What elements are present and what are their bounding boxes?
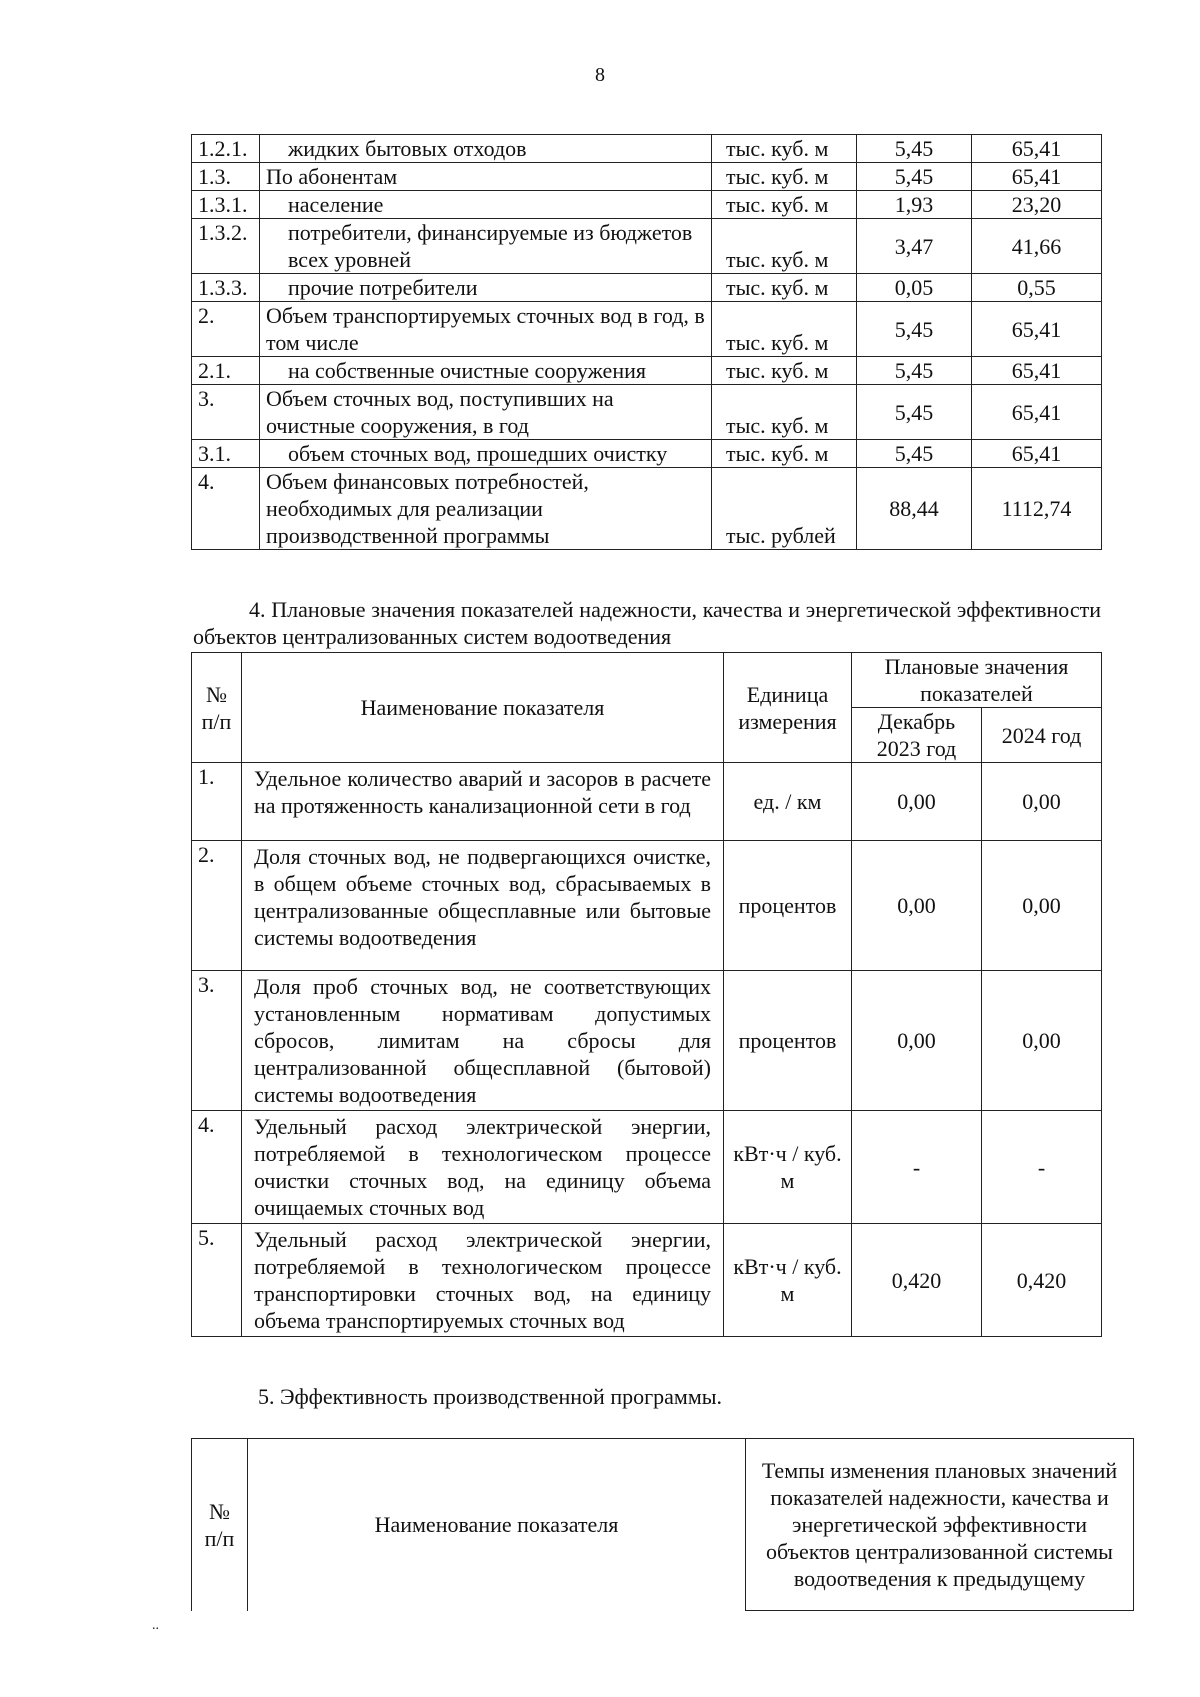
row-value-2: 65,41 — [972, 357, 1102, 385]
volume-table — [191, 134, 1102, 550]
row-unit: тыс. куб. м — [712, 191, 857, 219]
row-num: 1.3.2. — [192, 219, 260, 274]
row-value-1: 1,93 — [857, 191, 972, 219]
row-name: Удельный расход электрической энергии, потребляемой в технологическом процессе транспортировки сточных вод, на единицу объема транспортируемых сточных вод — [242, 1224, 724, 1337]
row-value-1: 5,45 — [857, 385, 972, 440]
row-name: Объем финансовых потребностей, необходимых для реализации производственной программы — [260, 468, 712, 550]
table-row — [192, 191, 1102, 219]
row-name: По абонентам — [260, 163, 712, 191]
row-num: 2. — [192, 841, 242, 971]
header-dec2023: Декабрь 2023 год — [852, 708, 982, 763]
section-5-title: 5. Эффективность производственной программы. — [258, 1384, 723, 1409]
header-name: Наименование показателя — [242, 653, 724, 763]
row-num: 3. — [192, 971, 242, 1111]
row-name: Доля проб сточных вод, не соответствующих установленным нормативам допустимых сбросов, лимитам на сбросы для централизованной общесплавной (бытовой) системы водоотведения — [242, 971, 724, 1111]
row-value-2: 23,20 — [972, 191, 1102, 219]
row-value-dec2023: 0,00 — [852, 971, 982, 1111]
row-value-2: 1112,74 — [972, 468, 1102, 550]
row-value-dec2023: 0,00 — [852, 841, 982, 971]
row-num: 1.3.1. — [192, 191, 260, 219]
row-num: 2. — [192, 302, 260, 357]
row-name: прочие потребители — [260, 274, 712, 302]
row-unit: тыс. куб. м — [712, 302, 857, 357]
row-value-2: 65,41 — [972, 385, 1102, 440]
row-unit: процентов — [724, 841, 852, 971]
row-num: 4. — [192, 468, 260, 550]
row-name: Объем транспортируемых сточных вод в год, в том числе — [260, 302, 712, 357]
table-row — [192, 135, 1102, 163]
row-num: 3. — [192, 385, 260, 440]
header-num: № п/п — [192, 653, 242, 763]
row-num: 1.3. — [192, 163, 260, 191]
table-row — [192, 274, 1102, 302]
row-num: 1.2.1. — [192, 135, 260, 163]
row-name: население — [260, 191, 712, 219]
row-value-1: 5,45 — [857, 163, 972, 191]
row-unit: тыс. куб. м — [712, 385, 857, 440]
table-row — [192, 468, 1102, 550]
scan-mark: .. — [152, 1618, 159, 1633]
row-value-1: 5,45 — [857, 302, 972, 357]
header-2024: 2024 год — [982, 708, 1102, 763]
row-unit: кВт·ч / куб. м — [724, 1111, 852, 1224]
row-value-2: 65,41 — [972, 163, 1102, 191]
row-value-2024: 0,00 — [982, 841, 1102, 971]
header-rates: Темпы изменения плановых значений показателей надежности, качества и энергетической эффективности объектов централизованной системы водоотведения к предыдущему — [746, 1439, 1134, 1611]
row-value-1: 88,44 — [857, 468, 972, 550]
row-value-2: 0,55 — [972, 274, 1102, 302]
header-planned: Плановые значения показателей — [852, 653, 1102, 708]
table-row — [192, 219, 1102, 274]
header-unit: Единица измерения — [724, 653, 852, 763]
row-value-1: 5,45 — [857, 357, 972, 385]
row-num: 2.1. — [192, 357, 260, 385]
table-row — [192, 841, 1102, 971]
row-unit: тыс. куб. м — [712, 357, 857, 385]
row-unit: тыс. рублей — [712, 468, 857, 550]
table-row — [192, 385, 1102, 440]
table-row — [192, 971, 1102, 1111]
row-name: Доля сточных вод, не подвергающихся очистке, в общем объеме сточных вод, сбрасываемых в централизованные общесплавные или бытовые системы водоотведения — [242, 841, 724, 971]
table-row — [192, 1224, 1102, 1337]
row-value-1: 3,47 — [857, 219, 972, 274]
table-row — [192, 357, 1102, 385]
row-num: 1.3.3. — [192, 274, 260, 302]
page-number: 8 — [595, 64, 605, 86]
section-4-title: 4. Плановые значения показателей надежности, качества и энергетической эффективности объектов централизованных систем водоотведения — [193, 597, 1101, 649]
row-value-dec2023: 0,00 — [852, 763, 982, 841]
row-num: 3.1. — [192, 440, 260, 468]
row-value-2: 41,66 — [972, 219, 1102, 274]
row-value-1: 5,45 — [857, 135, 972, 163]
row-unit: ед. / км — [724, 763, 852, 841]
row-unit: тыс. куб. м — [712, 440, 857, 468]
row-name: потребители, финансируемые из бюджетов всех уровней — [260, 219, 712, 274]
row-unit: процентов — [724, 971, 852, 1111]
row-value-1: 5,45 — [857, 440, 972, 468]
indicators-table — [191, 652, 1102, 1337]
row-value-2024: 0,420 — [982, 1224, 1102, 1337]
row-name: Объем сточных вод, поступивших на очистные сооружения, в год — [260, 385, 712, 440]
header-num: № п/п — [192, 1439, 248, 1611]
efficiency-table — [191, 1438, 1134, 1611]
table-row — [192, 763, 1102, 841]
row-name: на собственные очистные сооружения — [260, 357, 712, 385]
row-value-1: 0,05 — [857, 274, 972, 302]
row-value-2024: 0,00 — [982, 971, 1102, 1111]
row-unit: кВт·ч / куб. м — [724, 1224, 852, 1337]
row-num: 1. — [192, 763, 242, 841]
row-unit: тыс. куб. м — [712, 163, 857, 191]
table-row — [192, 440, 1102, 468]
row-value-2: 65,41 — [972, 135, 1102, 163]
row-name: объем сточных вод, прошедших очистку — [260, 440, 712, 468]
row-unit: тыс. куб. м — [712, 219, 857, 274]
row-value-2: 65,41 — [972, 440, 1102, 468]
row-name: жидких бытовых отходов — [260, 135, 712, 163]
row-unit: тыс. куб. м — [712, 274, 857, 302]
header-name: Наименование показателя — [248, 1439, 746, 1611]
row-name: Удельный расход электрической энергии, потребляемой в технологическом процессе очистки сточных вод, на единицу объема очищаемых сточных вод — [242, 1111, 724, 1224]
row-value-2024: - — [982, 1111, 1102, 1224]
row-value-dec2023: - — [852, 1111, 982, 1224]
table-row — [192, 163, 1102, 191]
row-num: 5. — [192, 1224, 242, 1337]
row-num: 4. — [192, 1111, 242, 1224]
row-name: Удельное количество аварий и засоров в расчете на протяженность канализационной сети в год — [242, 763, 724, 841]
table-row — [192, 1111, 1102, 1224]
row-unit: тыс. куб. м — [712, 135, 857, 163]
table-row — [192, 302, 1102, 357]
row-value-2: 65,41 — [972, 302, 1102, 357]
row-value-2024: 0,00 — [982, 763, 1102, 841]
row-value-dec2023: 0,420 — [852, 1224, 982, 1337]
